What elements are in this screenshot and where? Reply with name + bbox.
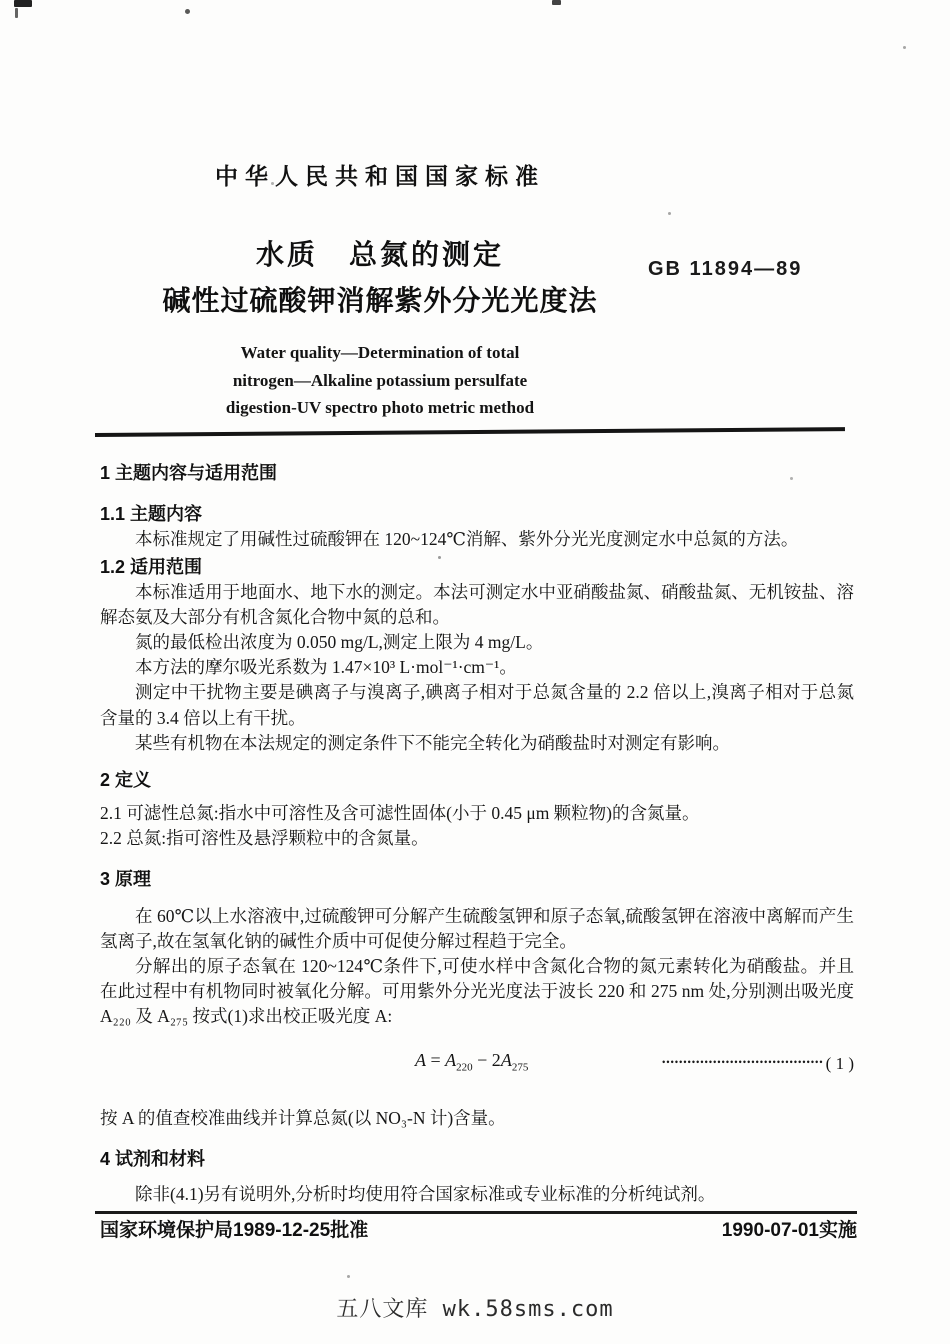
title-chinese-line1: 水质 总氮的测定 <box>255 239 504 270</box>
title-english-line3: digestion-UV spectro photo metric method <box>225 398 535 417</box>
footer-rule <box>95 1211 857 1214</box>
equation-leader <box>662 1051 854 1076</box>
scan-artifact <box>347 1275 350 1278</box>
standard-label: 中华人民共和国国家标准 <box>215 163 545 189</box>
paragraph: 某些有机物在本法规定的测定条件下不能完全转化为硝酸盐时对测定有影响。 <box>135 732 730 753</box>
section-3-heading: 3 原理 <box>100 868 152 889</box>
paragraph: 本标准适用于地面水、地下水的测定。本法可测定水中亚硝酸盐氮、硝酸盐氮、无机铵盐、溶解态氨及大部分有机含氮化合物中氮的总和。 <box>100 582 854 628</box>
scan-artifact <box>903 46 906 49</box>
equation-variable: A <box>500 1049 512 1070</box>
equation-equals: = <box>430 1049 441 1070</box>
section-1-1-heading: 1.1 主题内容 <box>100 504 203 524</box>
paragraph: 在 60℃以上水溶液中,过硫酸钾可分解产生硫酸氢钾和原子态氧,硫酸氢钾在溶液中离解而产生氢离子,故在氢氧化钠的碱性介质中可促使分解过程趋于完全。 <box>100 905 854 952</box>
implementation-date: 1990-07-01实施 <box>721 1220 857 1241</box>
equation-variable: A <box>445 1049 457 1070</box>
equation-subscript: 275 <box>511 1061 529 1074</box>
document-body <box>100 447 854 1207</box>
scan-artifact <box>668 212 671 215</box>
leader-dots: •••••••••••••••••••••••••••••••••••••• <box>662 1057 824 1068</box>
scan-artifact <box>15 8 18 18</box>
scan-artifact <box>185 9 190 14</box>
paragraph: 按 A 的值查校准曲线并计算总氮(以 NO₃-N 计)含量。 <box>100 1108 506 1129</box>
document-footer <box>100 1215 857 1242</box>
watermark: 五八文库 wk.58sms.com <box>336 1297 614 1322</box>
section-4-heading: 4 试剂和材料 <box>100 1148 206 1169</box>
title-chinese-line2: 碱性过硫酸钾消解紫外分光光度法 <box>162 285 598 316</box>
approval-date: 国家环境保护局1989-12-25批准 <box>100 1220 369 1241</box>
equation-operator: − 2 <box>477 1049 501 1070</box>
equation-expression <box>415 1048 528 1081</box>
standard-number: GB 11894—89 <box>648 258 803 280</box>
section-1-2-heading: 1.2 适用范围 <box>100 557 203 578</box>
equation-number: ( 1 ) <box>825 1054 854 1074</box>
paragraph: 2.1 可滤性总氮:指水中可溶性及含可滤性固体(小于 0.45 μm 颗粒物)的含氮量。 <box>100 802 700 823</box>
title-english <box>100 339 660 422</box>
paragraph: 本方法的摩尔吸光系数为 1.47×10³ L·mol⁻¹·cm⁻¹。 <box>135 657 517 678</box>
scan-artifact <box>14 0 32 7</box>
document-header <box>100 158 660 422</box>
paragraph: 氮的最低检出浓度为 0.050 mg/L,测定上限为 4 mg/L。 <box>135 632 544 653</box>
equation-subscript: 220 <box>456 1061 473 1074</box>
equation-1 <box>100 1051 854 1076</box>
section-2-heading: 2 定义 <box>100 769 152 790</box>
equation-variable: A <box>415 1049 426 1070</box>
paragraph: 本标准规定了用碱性过硫酸钾在 120~124℃消解、紫外分光光度测定水中总氮的方法。 <box>135 529 799 549</box>
title-english-line1: Water quality—Determination of total <box>240 343 520 362</box>
header-rule <box>95 427 845 437</box>
section-1-heading: 1 主题内容与适用范围 <box>100 463 278 483</box>
paragraph: 测定中干扰物主要是碘离子与溴离子,碘离子相对于总氮含量的 2.2 倍以上,溴离子相对于总氮含量的 3.4 倍以上有干扰。 <box>100 682 854 728</box>
title-english-line2: nitrogen—Alkaline potassium persulfate <box>232 370 528 390</box>
paragraph: 2.2 总氮:指可溶性及悬浮颗粒中的含氮量。 <box>100 827 429 848</box>
paragraph: 分解出的原子态氧在 120~124℃条件下,可使水样中含氮化合物的氮元素转化为硝酸盐。并且在此过程中有机物同时被氧化分解。可用紫外分光光度法于波长 220 和 275 nm 处,分别测出吸光度 A₂₂₀ 及 A₂₇₅ 按式(1)求出校正吸光度 A: <box>100 956 854 1027</box>
scan-artifact <box>552 0 561 5</box>
paragraph: 除非(4.1)另有说明外,分析时均使用符合国家标准或专业标准的分析纯试剂。 <box>135 1183 716 1204</box>
